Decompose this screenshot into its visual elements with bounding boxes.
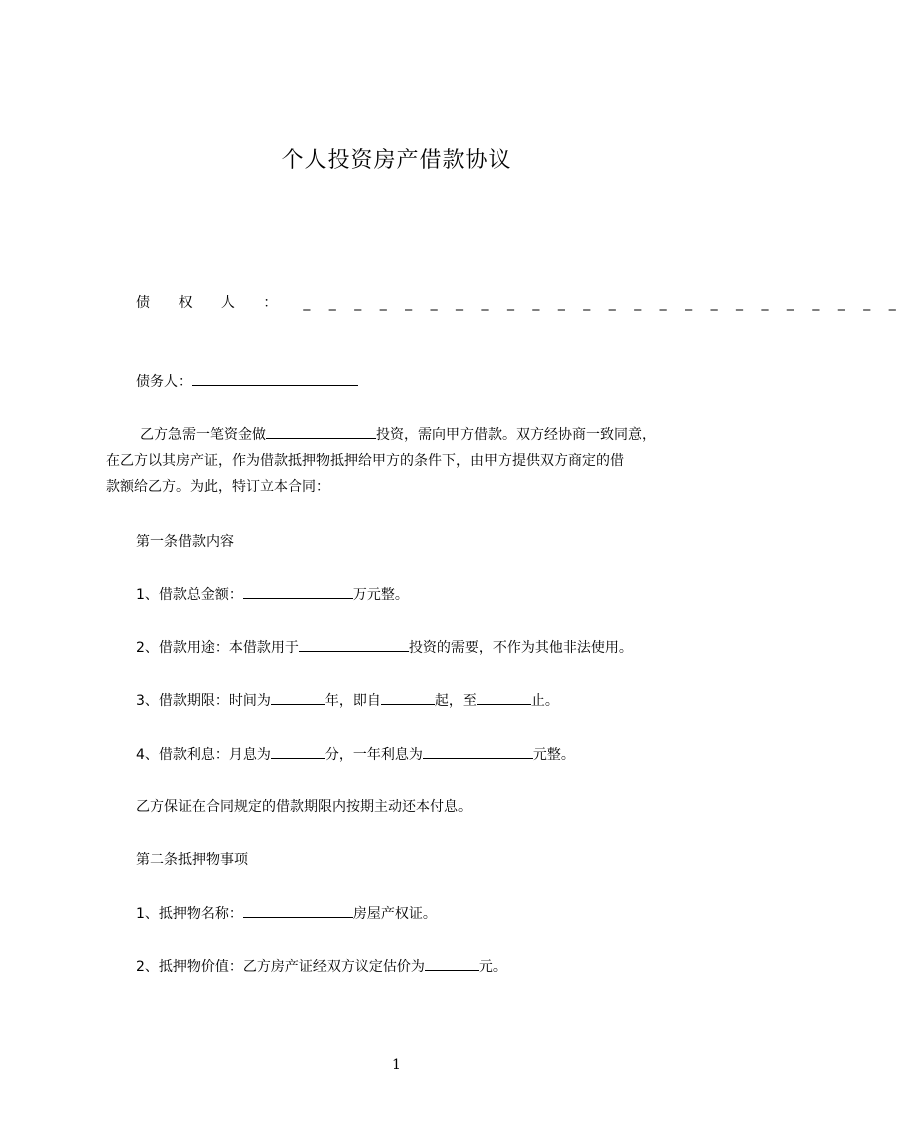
- creditor-line: [136, 292, 903, 312]
- creditor-blank: _ _ _ _ _ _ _ _ _ _ _ _ _ _ _ _ _ _ _ _ _ _ _ _: [303, 295, 903, 311]
- article1-item1: [136, 584, 409, 605]
- term-years-blank: [271, 690, 325, 705]
- collateral-value-blank: [425, 956, 479, 971]
- article1-heading: 第一条借款内容: [136, 534, 234, 550]
- intro-text-4: 款额给乙方。为此，特订立本合同：: [106, 479, 330, 495]
- page-number: 1: [392, 1057, 401, 1073]
- item-text: 4、借款利息：月息为: [136, 747, 271, 763]
- intro-text-2: 投资，需向甲方借款。双方经协商一致同意，: [376, 427, 656, 443]
- article2-item2: [136, 956, 507, 977]
- item-text: 1、抵押物名称：: [136, 906, 243, 922]
- item-text: 投资的需要，不作为其他非法使用。: [408, 640, 633, 656]
- article2-heading: 第二条抵押物事项: [136, 852, 248, 868]
- guarantee-text: 乙方保证在合同规定的借款期限内按期主动还本付息。: [136, 799, 472, 815]
- document-title: 个人投资房产借款协议: [281, 148, 512, 173]
- item-text: 1、借款总金额：: [136, 587, 243, 603]
- debtor-blank: [192, 371, 358, 386]
- article1-item2: [136, 637, 633, 658]
- item-text: 起，至: [434, 693, 477, 709]
- amount-blank: [243, 584, 353, 599]
- article2-item1: [136, 903, 437, 924]
- intro-text-3: 在乙方以其房产证，作为借款抵押物抵押给甲方的条件下，由甲方提供双方商定的借: [106, 453, 624, 469]
- start-date-blank: [381, 690, 435, 705]
- item-text: 2、借款用途：本借款用于: [136, 640, 299, 656]
- end-date-blank: [477, 690, 531, 705]
- collateral-name-blank: [243, 903, 353, 918]
- debtor-line: [136, 371, 358, 392]
- item-text: 2、抵押物价值：乙方房产证经双方议定估价为: [136, 959, 425, 975]
- item-text: 分，一年利息为: [324, 747, 423, 763]
- debtor-label: 债务人：: [136, 374, 192, 390]
- item-text: 年，即自: [324, 693, 381, 709]
- article1-item4: [136, 744, 575, 765]
- intro-text-1: 乙方急需一笔资金做: [140, 427, 266, 443]
- item-text: 止。: [530, 693, 559, 709]
- investment-blank: [266, 424, 376, 439]
- annual-interest-blank: [423, 744, 533, 759]
- monthly-rate-blank: [271, 744, 325, 759]
- article1-item3: [136, 690, 559, 711]
- item-text: 万元整。: [352, 587, 409, 603]
- item-text: 3、借款期限：时间为: [136, 693, 271, 709]
- intro-paragraph: [106, 422, 706, 500]
- creditor-label: 债 权 人 ：: [136, 295, 290, 311]
- item-text: 房屋产权证。: [352, 906, 437, 922]
- item-text: 元整。: [532, 747, 575, 763]
- purpose-blank: [299, 637, 409, 652]
- item-text: 元。: [478, 959, 507, 975]
